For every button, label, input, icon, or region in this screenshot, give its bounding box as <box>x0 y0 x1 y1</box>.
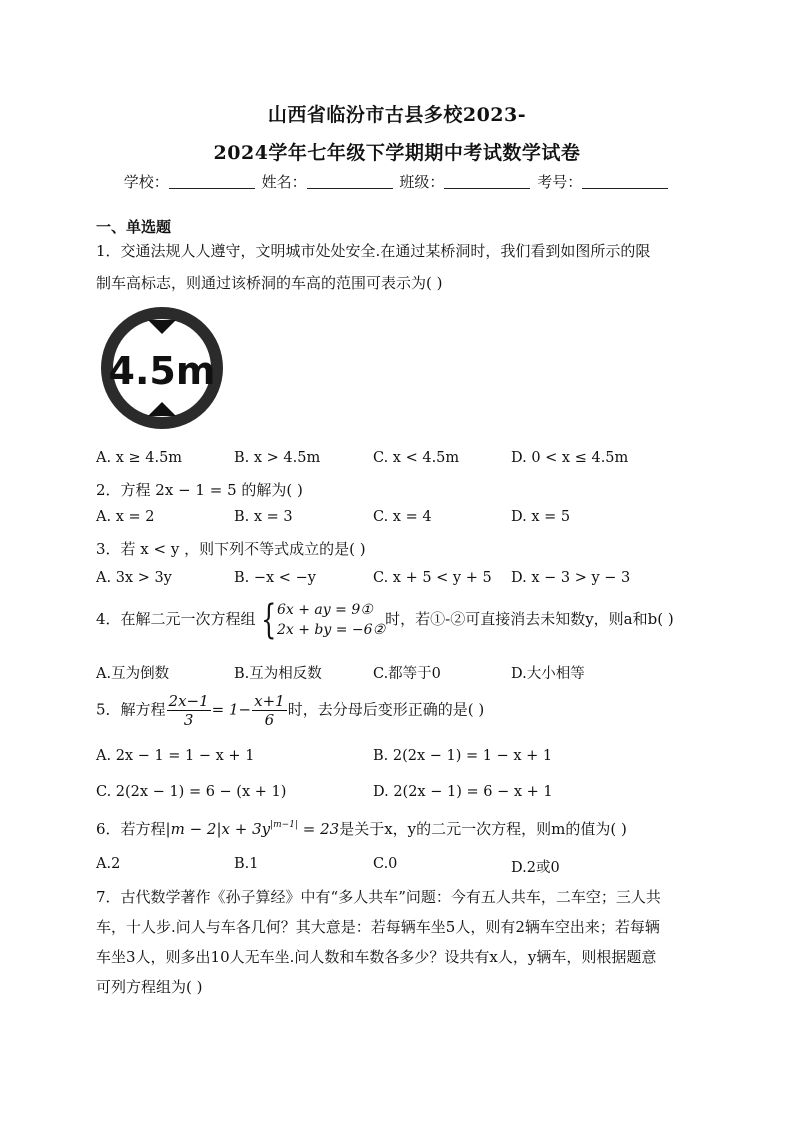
q6-exponent: |m−1| <box>270 820 298 830</box>
q6-option-c[interactable]: C.0 <box>373 856 398 872</box>
fraction-left <box>167 692 211 729</box>
q5-option-a[interactable]: A. 2x − 1 = 1 − x + 1 <box>96 748 255 764</box>
q5-stem <box>96 692 484 729</box>
q4-option-d[interactable]: D.大小相等 <box>511 666 585 682</box>
sign-text: 4.5m <box>108 349 216 393</box>
q6-option-a[interactable]: A.2 <box>96 856 121 872</box>
q5-option-d[interactable]: D. 2(2x − 1) = 6 − x + 1 <box>373 784 553 800</box>
q5-prefix: 5．解方程 <box>96 700 166 719</box>
q3-option-d[interactable]: D. x − 3 > y − 3 <box>511 570 631 586</box>
q2-option-a[interactable]: A. x = 2 <box>96 509 155 525</box>
q1-stem-line2: 制车高标志，则通过该桥洞的车高的范围可表示为( ) <box>96 274 443 292</box>
equation-2: 2x + by = −6② <box>277 622 386 638</box>
q5-option-b[interactable]: B. 2(2x − 1) = 1 − x + 1 <box>373 748 553 764</box>
height-limit-sign-graphic <box>100 306 224 430</box>
q6-expression-tail: = 23 <box>297 820 340 838</box>
q5-middle: = 1− <box>211 700 252 719</box>
q3-stem: 3．若 x < y ，则下列不等式成立的是( ) <box>96 540 366 558</box>
height-limit-sign <box>100 306 224 430</box>
q4-option-a[interactable]: A.互为倒数 <box>96 666 170 682</box>
q6-option-b[interactable]: B.1 <box>234 856 259 872</box>
q6-stem <box>96 818 627 839</box>
q3-option-b[interactable]: B. −x < −y <box>234 570 316 586</box>
student-info-row <box>0 171 794 192</box>
q3-option-a[interactable]: A. 3x > 3y <box>96 570 172 586</box>
q2-option-c[interactable]: C. x = 4 <box>373 509 432 525</box>
q7-stem-line4: 可列方程组为( ) <box>96 978 203 996</box>
school-label: 学校： <box>123 173 169 191</box>
q4-prefix: 4．在解二元一次方程组 <box>96 610 256 628</box>
system-brace: { <box>260 597 276 643</box>
school-blank <box>169 174 255 189</box>
exam-number-label: 考号： <box>537 173 583 191</box>
q1-option-d[interactable]: D. 0 < x ≤ 4.5m <box>511 450 629 466</box>
q5-suffix: 时，去分母后变形正确的是( ) <box>287 700 485 719</box>
fraction-right-numerator: x+1 <box>254 692 285 710</box>
q2-option-d[interactable]: D. x = 5 <box>511 509 571 525</box>
q7-stem-line1: 7．古代数学著作《孙子算经》中有“多人共车”问题：今有五人共车，二车空；三人共 <box>96 888 661 906</box>
equation-system <box>277 600 385 640</box>
exam-number-blank <box>582 174 668 189</box>
name-label: 姓名： <box>261 173 307 191</box>
q7-stem-line2: 车，十人步.问人与车各几何？其大意是：若每辆车坐5人，则有2辆车空出来；若每辆 <box>96 918 660 936</box>
q1-option-b[interactable]: B. x > 4.5m <box>234 450 321 466</box>
fraction-right-denominator: 6 <box>264 711 275 729</box>
q6-prefix: 6．若方程 <box>96 820 166 838</box>
class-blank <box>444 174 530 189</box>
q4-option-b[interactable]: B.互为相反数 <box>234 666 322 682</box>
q3-option-c[interactable]: C. x + 5 < y + 5 <box>373 570 492 586</box>
fraction-left-denominator: 3 <box>183 711 194 729</box>
q6-suffix: 是关于x，y的二元一次方程，则m的值为( ) <box>339 820 627 838</box>
class-label: 班级： <box>399 173 445 191</box>
q6-expression: |m − 2|x + 3y <box>165 820 271 838</box>
fraction-right <box>252 692 287 729</box>
q6-option-d[interactable]: D.2或0 <box>511 860 560 876</box>
exam-title-line2: 2024学年七年级下学期期中考试数学试卷 <box>213 142 581 164</box>
name-blank <box>307 174 393 189</box>
q2-stem: 2．方程 2x − 1 = 5 的解为( ) <box>96 481 303 499</box>
equation-1: 6x + ay = 9① <box>277 602 373 618</box>
q4-stem <box>96 597 674 643</box>
exam-title-line1: 山西省临汾市古县多校2023- <box>267 104 527 126</box>
fraction-left-numerator: 2x−1 <box>168 692 209 710</box>
q1-stem-line1: 1．交通法规人人遵守，文明城市处处安全.在通过某桥洞时，我们看到如图所示的限 <box>96 242 651 260</box>
q1-option-c[interactable]: C. x < 4.5m <box>373 450 460 466</box>
q5-option-c[interactable]: C. 2(2x − 1) = 6 − (x + 1) <box>96 784 287 800</box>
q1-option-a[interactable]: A. x ≥ 4.5m <box>96 450 183 466</box>
q2-option-b[interactable]: B. x = 3 <box>234 509 293 525</box>
q4-option-c[interactable]: C.都等于0 <box>373 666 441 682</box>
q4-suffix: 时，若①-②可直接消去未知数y，则a和b( ) <box>385 610 674 628</box>
q7-stem-line3: 车坐3人，则多出10人无车坐.问人数和车数各多少？设共有x人，y辆车，则根据题意 <box>96 948 657 966</box>
section-heading: 一、单选题 <box>96 218 172 236</box>
